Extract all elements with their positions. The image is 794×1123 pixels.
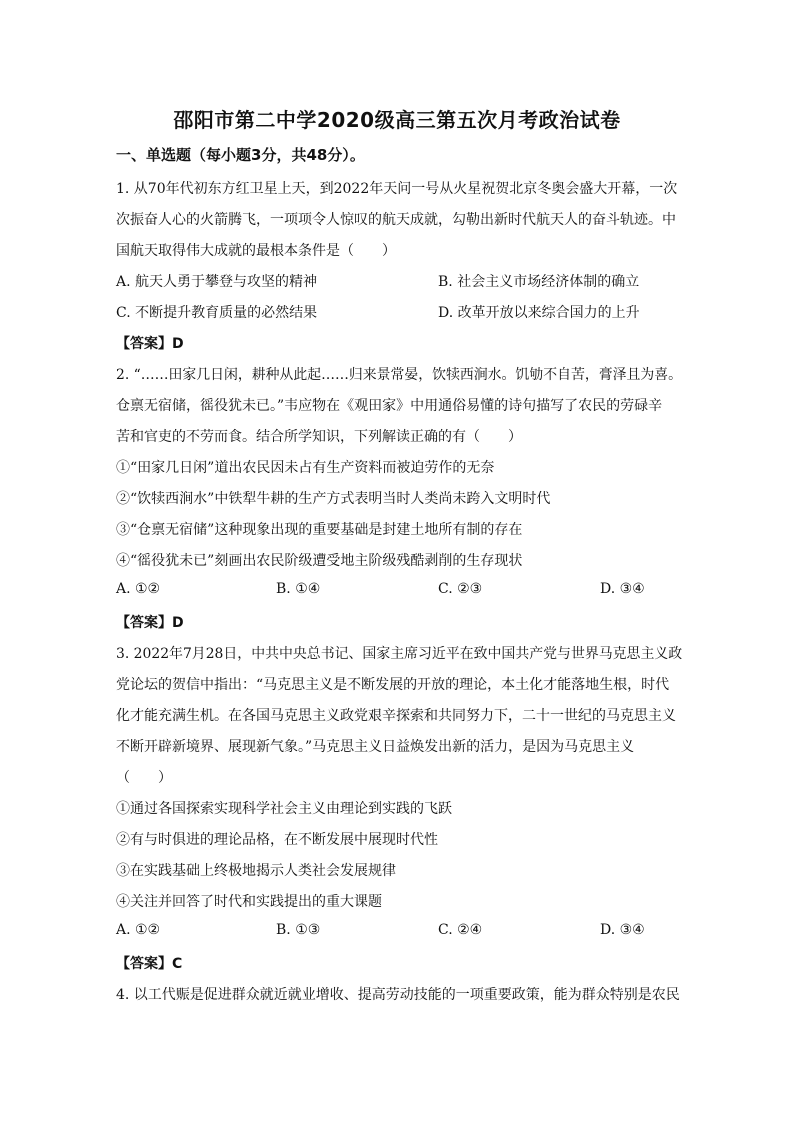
q2-statement: ③“仓禀无宿储”这种现象出现的重要基础是封建土地所有制的存在 (116, 522, 523, 538)
q2-option-b: B. ①④ (276, 581, 321, 597)
q3-statement: ④关注并回答了时代和实践提出的重大课题 (116, 894, 382, 910)
q1-option-a: A. 航天人勇于攀登与攻坚的精神 (116, 274, 318, 290)
q3-statement: ①通过各国探索实现科学社会主义由理论到实践的飞跃 (116, 801, 452, 817)
q1-line: 次振奋人心的火箭腾飞，一项项令人惊叹的航天成就，勾勒出新时代航天人的奋斗轨迹。中 (116, 212, 676, 228)
q2-option-a: A. ①② (116, 581, 161, 597)
q2-statement: ②“饮犊西涧水”中铁犁牛耕的生产方式表明当时人类尚未跨入文明时代 (116, 491, 551, 507)
q3-option-a: A. ①② (116, 922, 161, 938)
q2-option-c: C. ②③ (438, 581, 483, 597)
q3-statement: ②有与时俱进的理论品格，在不断发展中展现时代性 (116, 832, 438, 848)
q4-line: 4. 以工代赈是促进群众就近就业增收、提高劳动技能的一项重要政策，能为群众特别是农民 (116, 987, 680, 1003)
q1-line: 国航天取得伟大成就的最根本条件是（ ） (116, 243, 396, 259)
q3-option-b: B. ①③ (276, 922, 321, 938)
q1-line: 1. 从70年代初东方红卫星上天，到2022年天问一号从火星祝贺北京冬奥会盛大开幕，一次 (116, 181, 678, 197)
q1-option-c: C. 不断提升教育质量的必然结果 (116, 305, 318, 321)
q2-option-d: D. ③④ (600, 581, 645, 597)
q3-line: 3. 2022年7月28日，中共中央总书记、国家主席习近平在致中国共产党与世界马克思主义政 (116, 646, 683, 662)
q2-statement: ①“田家几日闲”道出农民因未占有生产资料而被迫劳作的无奈 (116, 460, 495, 476)
q2-line: 2. “……田家几日闲，耕种从此起……归来景常晏，饮犊西涧水。饥劬不自苦，膏泽且为喜。 (116, 367, 682, 383)
q1-answer: 【答案】D (116, 336, 184, 352)
q3-answer: 【答案】C (116, 956, 183, 972)
q3-line: 化才能充满生机。在各国马克思主义政党艰辛探索和共同努力下，二十一世纪的马克思主义 (116, 708, 676, 724)
q2-statement: ④“徭役犹未已”刻画出农民阶级遭受地主阶级残酷剥削的生存现状 (116, 553, 523, 569)
q1-option-b: B. 社会主义市场经济体制的确立 (438, 274, 640, 290)
q2-line: 苦和官吏的不劳而食。结合所学知识，下列解读正确的有（ ） (116, 429, 522, 445)
q1-option-d: D. 改革开放以来综合国力的上升 (438, 305, 640, 321)
q3-option-c: C. ②④ (438, 922, 483, 938)
q2-answer: 【答案】D (116, 615, 184, 631)
q3-line: 不断开辟新境界、展现新气象。”马克思主义日益焕发出新的活力，是因为马克思主义 (116, 739, 635, 755)
q3-line: 党论坛的贺信中指出：“马克思主义是不断发展的开放的理论，本土化才能落地生根，时代 (116, 677, 670, 693)
q3-statement: ③在实践基础上终极地揭示人类社会发展规律 (116, 863, 396, 879)
q3-option-d: D. ③④ (600, 922, 645, 938)
section-heading: 一、单选题（每小题3分，共48分）。 (116, 146, 365, 164)
exam-title: 邵阳市第二中学2020级高三第五次月考政治试卷 (173, 108, 621, 132)
q3-line: （ ） (116, 770, 172, 786)
q2-line: 仓禀无宿储，徭役犹未已。”韦应物在《观田家》中用通俗易懂的诗句描写了农民的劳碌辛 (116, 398, 663, 414)
